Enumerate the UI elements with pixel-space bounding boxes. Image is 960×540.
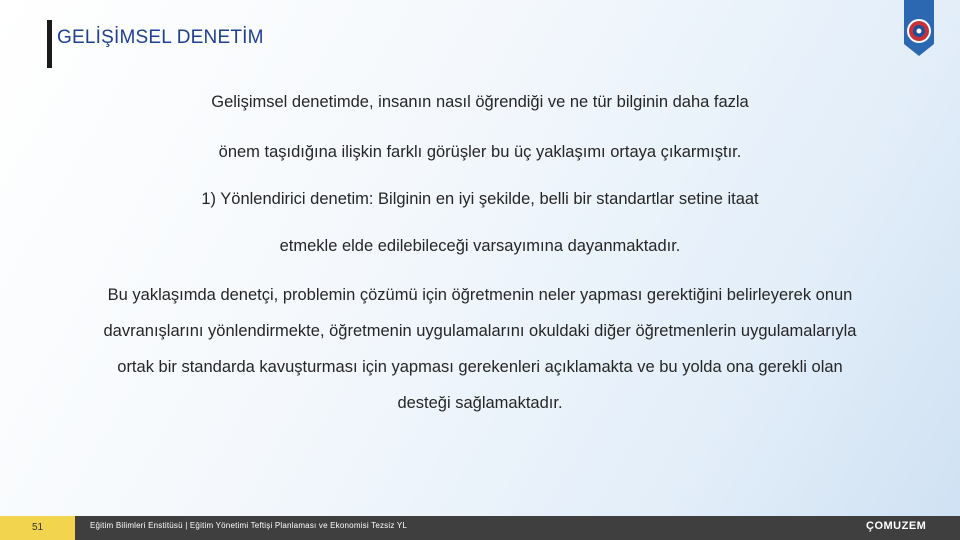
brand-logo: ÇOMUZEM [866, 520, 927, 532]
paragraph-line: etmekle elde edilebileceği varsayımına dayanmaktadır. [279, 237, 681, 255]
paragraph-line: 1) Yönlendirici denetim: Bilginin en iyi şekilde, belli bir standartlar setine itaat [201, 190, 759, 208]
paragraph-line: Gelişimsel denetimde, insanın nasıl öğrendiği ve ne tür bilginin daha fazla [211, 93, 749, 111]
paragraph-line: ortak bir standarda kavuşturması için yapması gerekenleri açıklamakta ve bu yolda ona gerekli olan [117, 358, 843, 376]
page-number: 51 [0, 516, 75, 540]
footer-text: Eğitim Bilimleri Enstitüsü | Eğitim Yönetimi Teftişi Planlaması ve Ekonomisi Tezsiz YL [90, 521, 408, 530]
footer-bar [0, 516, 960, 540]
paragraph-line: Bu yaklaşımda denetçi, problemin çözümü için öğretmenin neler yapması gerektiğini belirleyerek onun [107, 286, 853, 304]
paragraph-line: desteği sağlamaktadır. [397, 394, 563, 412]
slide-title: GELİŞİMSEL DENETİM [57, 27, 264, 48]
paragraph-line: davranışlarını yönlendirmekte, öğretmenin uygulamalarını okuldaki diğer öğretmenlerin uygulamalarıyla [103, 322, 857, 340]
university-seal-icon [902, 0, 936, 58]
title-accent-bar [47, 20, 52, 68]
paragraph-line: önem taşıdığına ilişkin farklı görüşler bu üç yaklaşımı ortaya çıkarmıştır. [218, 143, 742, 161]
